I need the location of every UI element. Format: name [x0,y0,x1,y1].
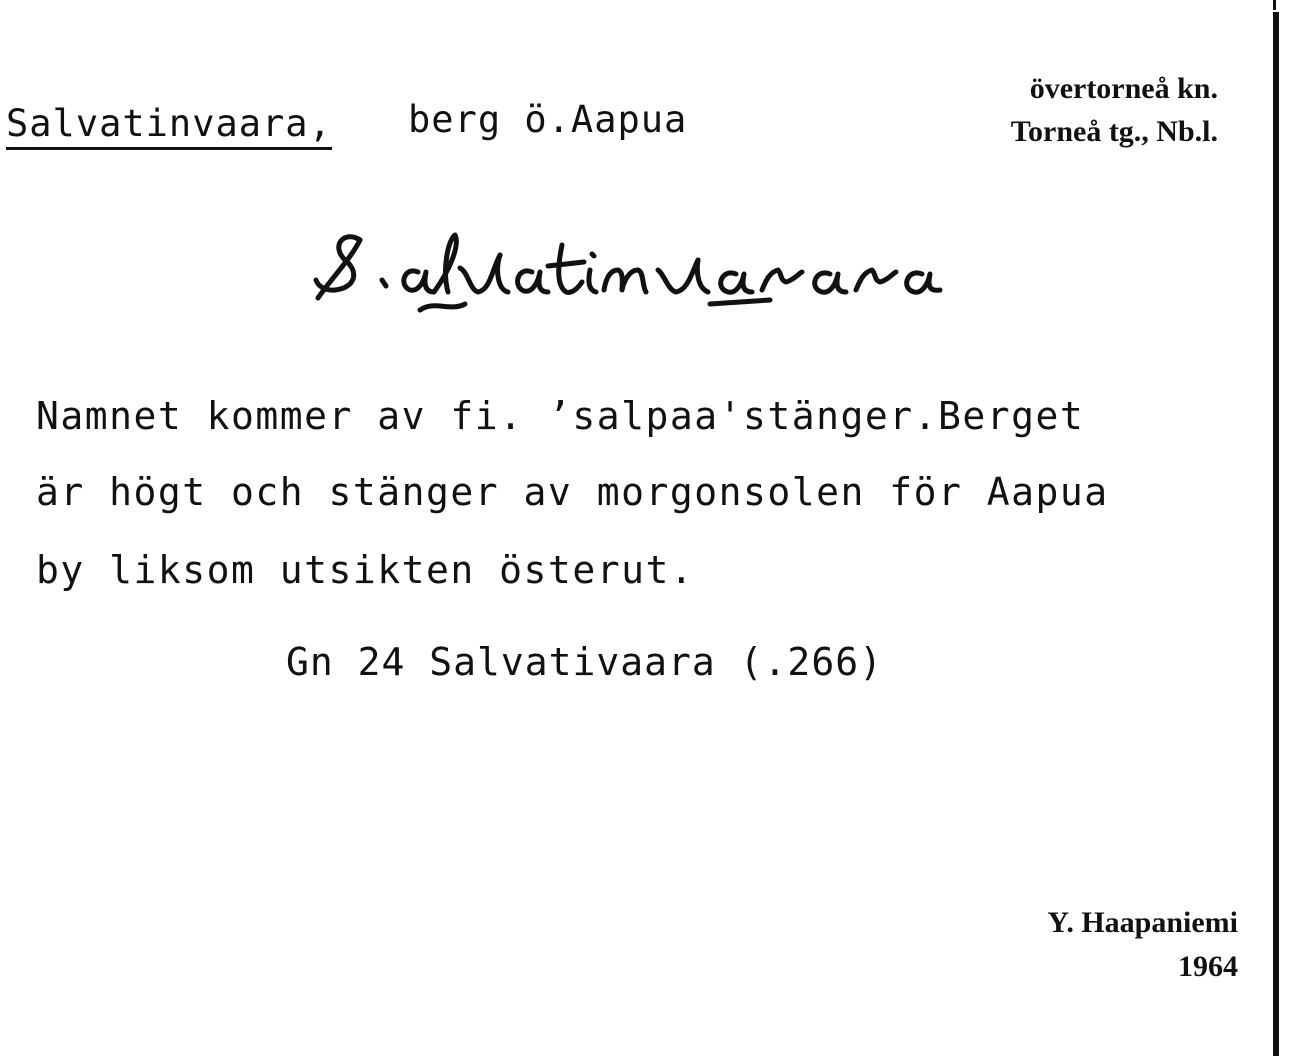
handwritten-name-drawing [300,200,950,330]
card-edge-tick [1273,0,1276,10]
handwritten-name [300,200,950,330]
source-reference: Gn 24 Salvativaara (.266) [286,640,883,684]
district-label: Torneå tg., Nb.l. [1010,115,1218,148]
heading-description: berg ö.Aapua [408,98,688,141]
parish-label: övertorneå kn. [1029,72,1218,105]
author-name: Y. Haapaniemi [1047,906,1238,939]
body-line-1: Namnet kommer av fi. ʼsalpaa'stänger.Berget [36,394,1085,438]
record-year: 1964 [1178,950,1238,983]
body-line-3: by liksom utsikten österut. [36,548,695,592]
heading-name: Salvatinvaara, [6,102,332,145]
body-line-2: är högt och stänger av morgonsolen för Aapua [36,470,1109,514]
card-edge-line [1273,12,1279,1056]
